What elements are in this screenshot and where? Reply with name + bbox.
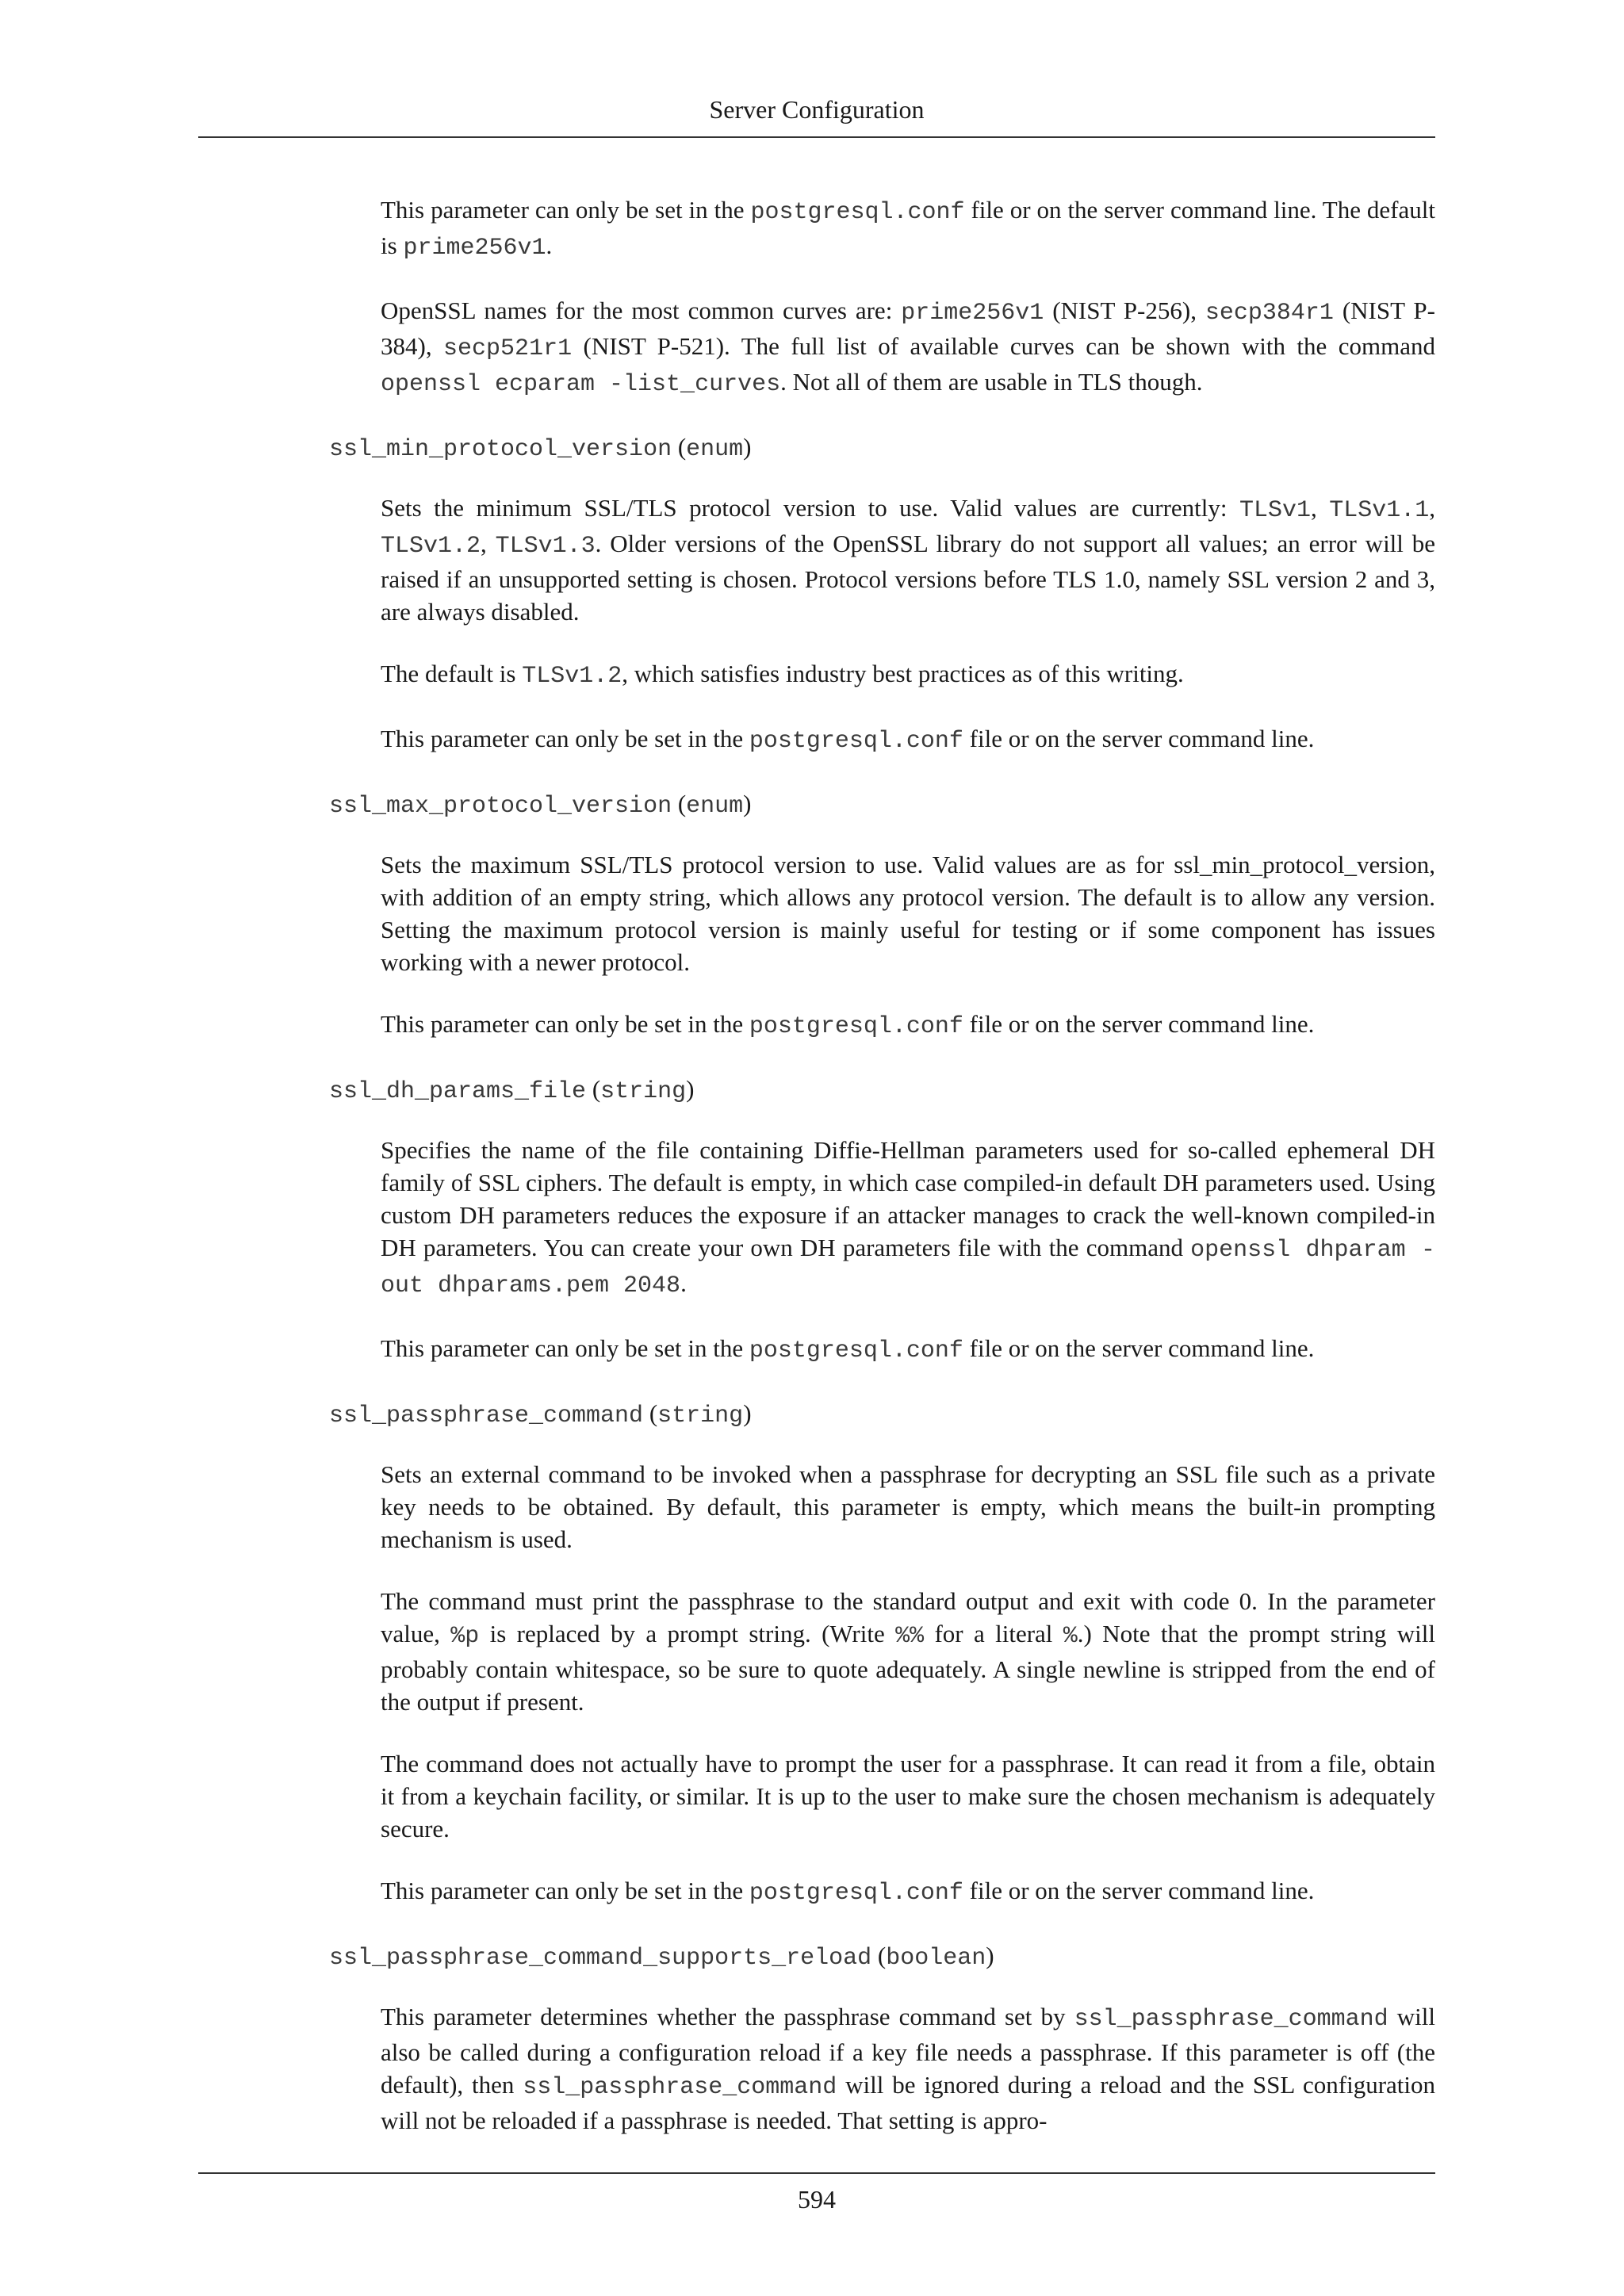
paragraph: This parameter can only be set in the postgresql.conf file or on the server command line. — [381, 1334, 1315, 1364]
header-rule — [198, 136, 1435, 138]
parameter-type: boolean — [886, 1945, 986, 1972]
parameter-name: ssl_dh_params_file — [329, 1078, 587, 1105]
paragraph: The command must print the passphrase to the standard output and exit with code 0. In the parameter value, %p is replaced by a prompt string. (Write %% for a literal %.) Note that the prompt string will probably contain whitespace, so be sure to quote adequately. A single newline is stripped from the end of the output if present. — [381, 1587, 1436, 1716]
paragraph: Sets an external command to be invoked when a passphrase for decrypting an SSL file such as a private key needs to be obtained. By default, this parameter is empty, which means the built-in prompting mechanism is used. — [381, 1460, 1435, 1553]
parameter-type: string — [600, 1078, 687, 1105]
paragraph: The default is TLSv1.2, which satisfies industry best practices as of this writing. — [381, 660, 1184, 690]
paragraph: Sets the minimum SSL/TLS protocol version to use. Valid values are currently: TLSv1, TLSv1.1, TLSv1.2, TLSv1.3. Older versions of the OpenSSL library do not support all values; an error will be raised if an unsupported setting is chosen. Protocol versions before TLS 1.0, namely SSL version 2 and 3, are always disabled. — [381, 494, 1435, 626]
paragraph: This parameter determines whether the passphrase command set by ssl_passphrase_command will also be called during a configuration reload if a key file needs a passphrase. If this parameter is off (the default), then ssl_passphrase_command will be ignored during a reload and the SSL configuration will not be reloaded if a passphrase is needed. That setting is appro- — [381, 2003, 1436, 2134]
running-header: Server Configuration — [709, 95, 925, 124]
code-literal: secp521r1 — [443, 335, 573, 362]
paragraph: This parameter can only be set in the postgresql.conf file or on the server command line. — [381, 1010, 1315, 1040]
parameter-type: string — [657, 1402, 744, 1429]
code-literal: prime256v1 — [901, 300, 1044, 327]
paragraph: This parameter can only be set in the postgresql.conf file or on the server command line. — [381, 1877, 1315, 1907]
code-literal: prime256v1 — [403, 235, 546, 262]
parameter-name: ssl_max_protocol_version — [329, 793, 672, 820]
parameter-term: ssl_max_protocol_version (enum) — [329, 790, 752, 820]
parameter-term: ssl_passphrase_command_supports_reload (boolean) — [329, 1942, 994, 1972]
paragraph: The command does not actually have to prompt the user for a passphrase. It can read it from a file, obtain it from a keychain facility, or similar. It is up to the user to make sure the chosen mechanism is adequately secure. — [381, 1750, 1435, 1843]
parameter-name: ssl_passphrase_command_supports_reload — [329, 1945, 872, 1972]
parameter-type: enum — [686, 436, 744, 463]
code-literal: secp384r1 — [1205, 300, 1334, 327]
paragraph: This parameter can only be set in the postgresql.conf file or on the server command line. The default is prime256v1. — [381, 196, 1435, 262]
parameter-term: ssl_min_protocol_version (enum) — [329, 433, 752, 463]
page-number: 594 — [798, 2185, 836, 2214]
paragraph: OpenSSL names for the most common curves are: prime256v1 (NIST P-256), secp384r1 (NIST P-384), secp521r1 (NIST P-521). The full list of available curves can be shown with the command openssl ecparam -list_curves. Not all of them are usable in TLS though. — [381, 297, 1436, 398]
parameter-name: ssl_min_protocol_version — [329, 436, 672, 463]
page-body — [198, 193, 1435, 2166]
paragraph: This parameter can only be set in the postgresql.conf file or on the server command line. — [381, 725, 1315, 755]
parameter-term: ssl_dh_params_file (string) — [329, 1075, 695, 1105]
paragraph: Specifies the name of the file containing Diffie-Hellman parameters used for so-called ephemeral DH family of SSL ciphers. The default is empty, in which case compiled-in default DH parameters used. Using custom DH parameters reduces the exposure if an attacker manages to crack the well-known compiled-in DH parameters. You can create your own DH parameters file with the command openssl dhparam -out dhparams.pem 2048. — [381, 1136, 1435, 1299]
parameter-name: ssl_passphrase_command — [329, 1402, 644, 1429]
parameter-type: enum — [686, 793, 744, 820]
paragraph: Sets the maximum SSL/TLS protocol version to use. Valid values are as for ssl_min_protocol_version, with addition of an empty string, which allows any protocol version. The default is to allow any version. Setting the maximum protocol version is mainly useful for testing or if some component has issues working with a newer protocol. — [381, 851, 1435, 976]
parameter-term: ssl_passphrase_command (string) — [329, 1399, 752, 1429]
footer-rule — [198, 2172, 1435, 2174]
code-literal: openssl ecparam -list_curves — [381, 371, 781, 398]
code-literal: postgresql.conf — [750, 199, 965, 226]
